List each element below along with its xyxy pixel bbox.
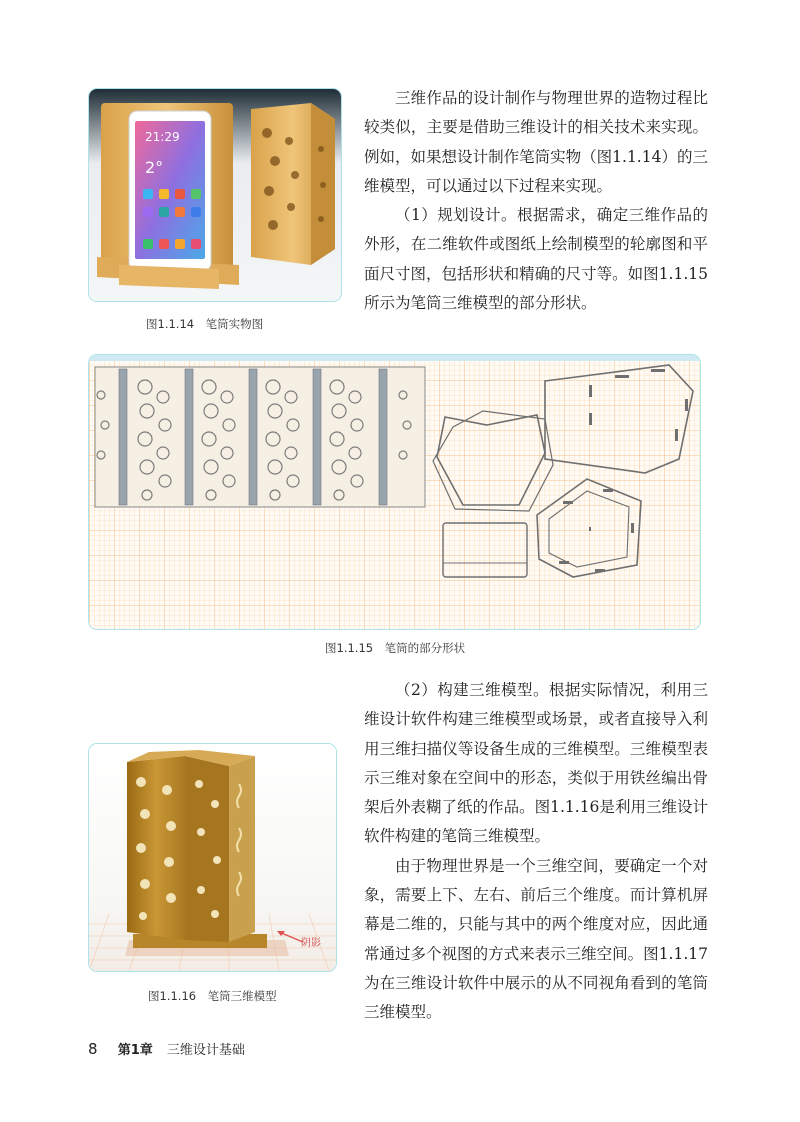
page-footer xyxy=(88,1039,245,1058)
chapter-title: 三维设计基础 xyxy=(166,1043,245,1058)
paragraph-views: 由于物理世界是一个三维空间，要确定一个对象，需要上下、左右、前后三个维度。而计算机屏幕是二维的，只能与其中的两个维度对应，因此通常通过多个视图的方式来表示三维空间。图1.1.17为在三维设计软件中展示的从不同视角看到的笔筒三维模型。 xyxy=(364,856,708,1022)
text-block-bottom xyxy=(364,676,708,1028)
shadow-label: 阴影 xyxy=(301,938,321,949)
caption-figure-1-1-16: 图1.1.16 笔筒三维模型 xyxy=(148,989,277,1003)
text-block-top xyxy=(364,84,708,318)
phone-clock: 21:29 xyxy=(145,130,180,144)
paragraph-modeling: （2）构建三维模型。根据实际情况，利用三维设计软件构建三维模型或场景，或者直接导入利用三维扫描仪等设备生成的三维模型。三维模型表示三维对象在空间中的形态，类似于用铁丝编出骨架后外表糊了纸的作品。图1.1.16是利用三维设计软件构建的笔筒三维模型。 xyxy=(364,681,708,846)
chapter-number: 第1章 xyxy=(117,1043,153,1058)
caption-figure-1-1-15: 图1.1.15 笔筒的部分形状 xyxy=(325,641,466,655)
pen-holder-photo-illustration xyxy=(89,89,341,301)
figure-flat-parts xyxy=(88,354,701,630)
phone-weather: 2° xyxy=(145,158,164,177)
paragraph-intro: 三维作品的设计制作与物理世界的造物过程比较类似，主要是借助三维设计的相关技术来实现。例如，如果想设计制作笔筒实物（图1.1.14）的三维模型，可以通过以下过程来实现。 xyxy=(364,89,708,195)
figure-3d-model xyxy=(88,743,337,972)
caption-figure-1-1-14: 图1.1.14 笔筒实物图 xyxy=(146,317,264,331)
paragraph-planning: （1）规划设计。根据需求，确定三维作品的外形，在二维软件或图纸上绘制模型的轮廓图和平面尺寸图，包括形状和精确的尺寸等。如图1.1.15所示为笔筒三维模型的部分形状。 xyxy=(364,206,708,313)
3d-model-render xyxy=(89,744,336,971)
figure-pen-holder-photo xyxy=(88,88,342,302)
page-number: 8 xyxy=(88,1040,98,1058)
flat-parts-drawing xyxy=(89,355,700,629)
